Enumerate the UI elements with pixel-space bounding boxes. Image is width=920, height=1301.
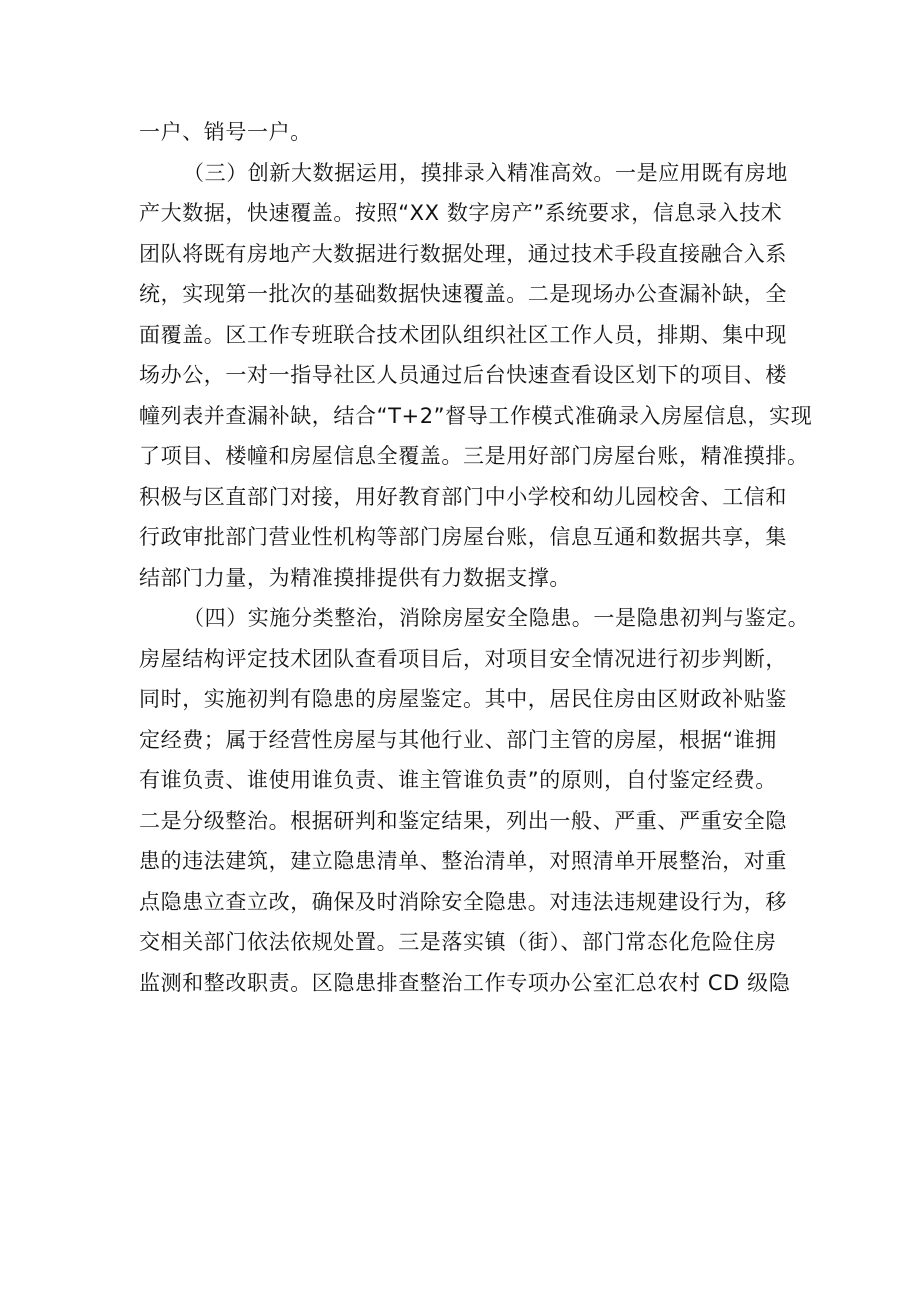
text-line: 行政审批部门营业性机构等部门房屋台账，信息互通和数据共享，集 <box>139 525 787 549</box>
text-line: 面覆盖。区工作专班联合技术团队组织社区工作人员，排期、集中现 <box>139 322 787 347</box>
text-line: 患的违法建筑，建立隐患清单、整治清单，对照清单开展整治，对重 <box>139 849 787 873</box>
text-line: 有谁负责、谁使用谁负责、谁主管谁负责”的原则，自付鉴定经费。 <box>139 768 777 792</box>
paragraph-4-heading-line: （四）实施分类整治，消除房屋安全隐患。一是隐患初判与鉴定。 <box>183 606 810 630</box>
text-line: 场办公，一对一指导社区人员通过后台快速查看设区划下的项目、楼 <box>139 363 787 387</box>
text-line: 了项目、楼幢和房屋信息全覆盖。三是用好部门房屋台账，精准摸排。 <box>139 444 809 468</box>
text-line: 点隐患立查立改，确保及时消除安全隐患。对违法违规建设行为，移 <box>139 889 787 914</box>
text-line: 积极与区直部门对接，用好教育部门中小学校和幼儿园校舍、工信和 <box>139 484 787 509</box>
text-line: 同时，实施初判有隐患的房屋鉴定。其中，居民住房由区财政补贴鉴 <box>139 687 787 711</box>
text-line: 一户、销号一户。 <box>139 120 312 144</box>
paragraph-3-heading-line: （三）创新大数据运用，摸排录入精准高效。一是应用既有房地 <box>183 160 788 185</box>
document-body <box>139 112 813 1003</box>
text-line: 监测和整改职责。区隐患排查整治工作专项办公室汇总农村 CD 级隐 <box>139 970 791 995</box>
text-line: 二是分级整治。根据研判和鉴定结果，列出一般、严重、严重安全隐 <box>139 808 787 833</box>
text-line: 产大数据，快速覆盖。按照“XX 数字房产”系统要求，信息录入技术 <box>139 201 783 225</box>
text-line: 结部门力量，为精准摸排提供有力数据支撑。 <box>139 565 571 590</box>
text-line: 房屋结构评定技术团队查看项目后，对项目安全情况进行初步判断， <box>139 646 787 671</box>
text-line: 定经费；属于经营性房屋与其他行业、部门主管的房屋，根据“谁拥 <box>139 727 777 752</box>
text-line: 统，实现第一批次的基础数据快速覆盖。二是现场办公查漏补缺，全 <box>139 282 787 306</box>
text-line: 团队将既有房地产大数据进行数据处理，通过技术手段直接融合入系 <box>139 241 787 266</box>
text-line: 交相关部门依法依规处置。三是落实镇（街）、部门常态化危险住房 <box>139 930 777 954</box>
text-line: 幢列表并查漏补缺，结合“T+2”督导工作模式准确录入房屋信息，实现 <box>139 403 813 428</box>
